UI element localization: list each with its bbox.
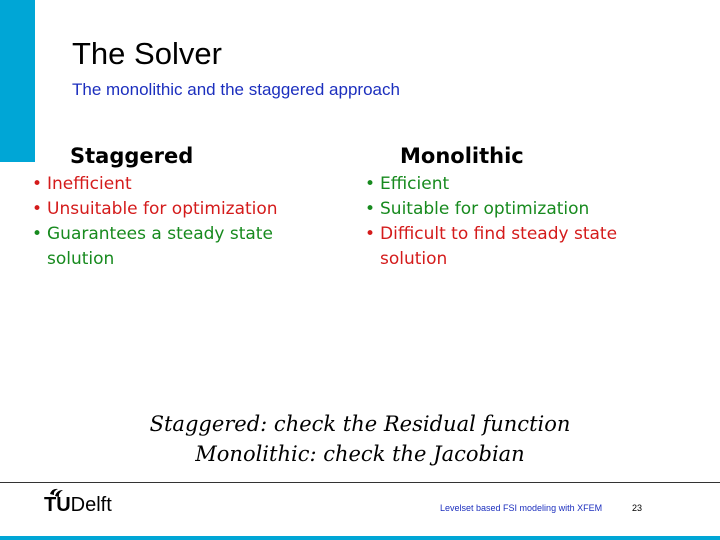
monolithic-list — [365, 172, 665, 272]
bullet-dot-icon: • — [365, 224, 376, 244]
slide-title: The Solver — [72, 36, 222, 71]
staggered-list — [32, 172, 322, 272]
logo-tu-text: TU — [44, 494, 71, 516]
monolithic-heading: Monolithic — [400, 144, 524, 168]
monolithic-bullet-suitable: • Suitable for optimization — [365, 197, 665, 222]
monolithic-bullet-efficient: • Efficient — [365, 172, 665, 197]
slide-subtitle: The monolithic and the staggered approach — [72, 80, 400, 99]
bullet-dot-icon: • — [365, 199, 376, 219]
staggered-bullet-guarantees: • Guarantees a steady state solution — [32, 224, 273, 269]
summary-staggered: Staggered: check the Residual function — [149, 412, 571, 436]
logo-delft-text: Delft — [70, 494, 112, 516]
bullet-dot-icon: • — [32, 174, 43, 194]
footer-divider — [0, 482, 720, 483]
bullet-dot-icon: • — [32, 224, 43, 244]
bullet-dot-icon: • — [365, 174, 376, 194]
accent-bar — [0, 0, 35, 162]
footer-accent-bar — [0, 536, 720, 540]
summary-monolithic: Monolithic: check the Jacobian — [195, 442, 525, 466]
page-number: 23 — [632, 503, 643, 513]
monolithic-bullet-difficult: • Difficult to find steady state solution — [365, 224, 618, 269]
staggered-heading: Staggered — [70, 144, 194, 168]
staggered-bullet-unsuitable: • Unsuitable for optimization — [32, 197, 322, 222]
tudelft-logo — [44, 486, 120, 520]
bullet-dot-icon: • — [32, 199, 43, 219]
footer-presentation-title: Levelset based FSI modeling with XFEM — [440, 503, 603, 513]
staggered-bullet-inefficient: • Inefficient — [32, 172, 322, 197]
